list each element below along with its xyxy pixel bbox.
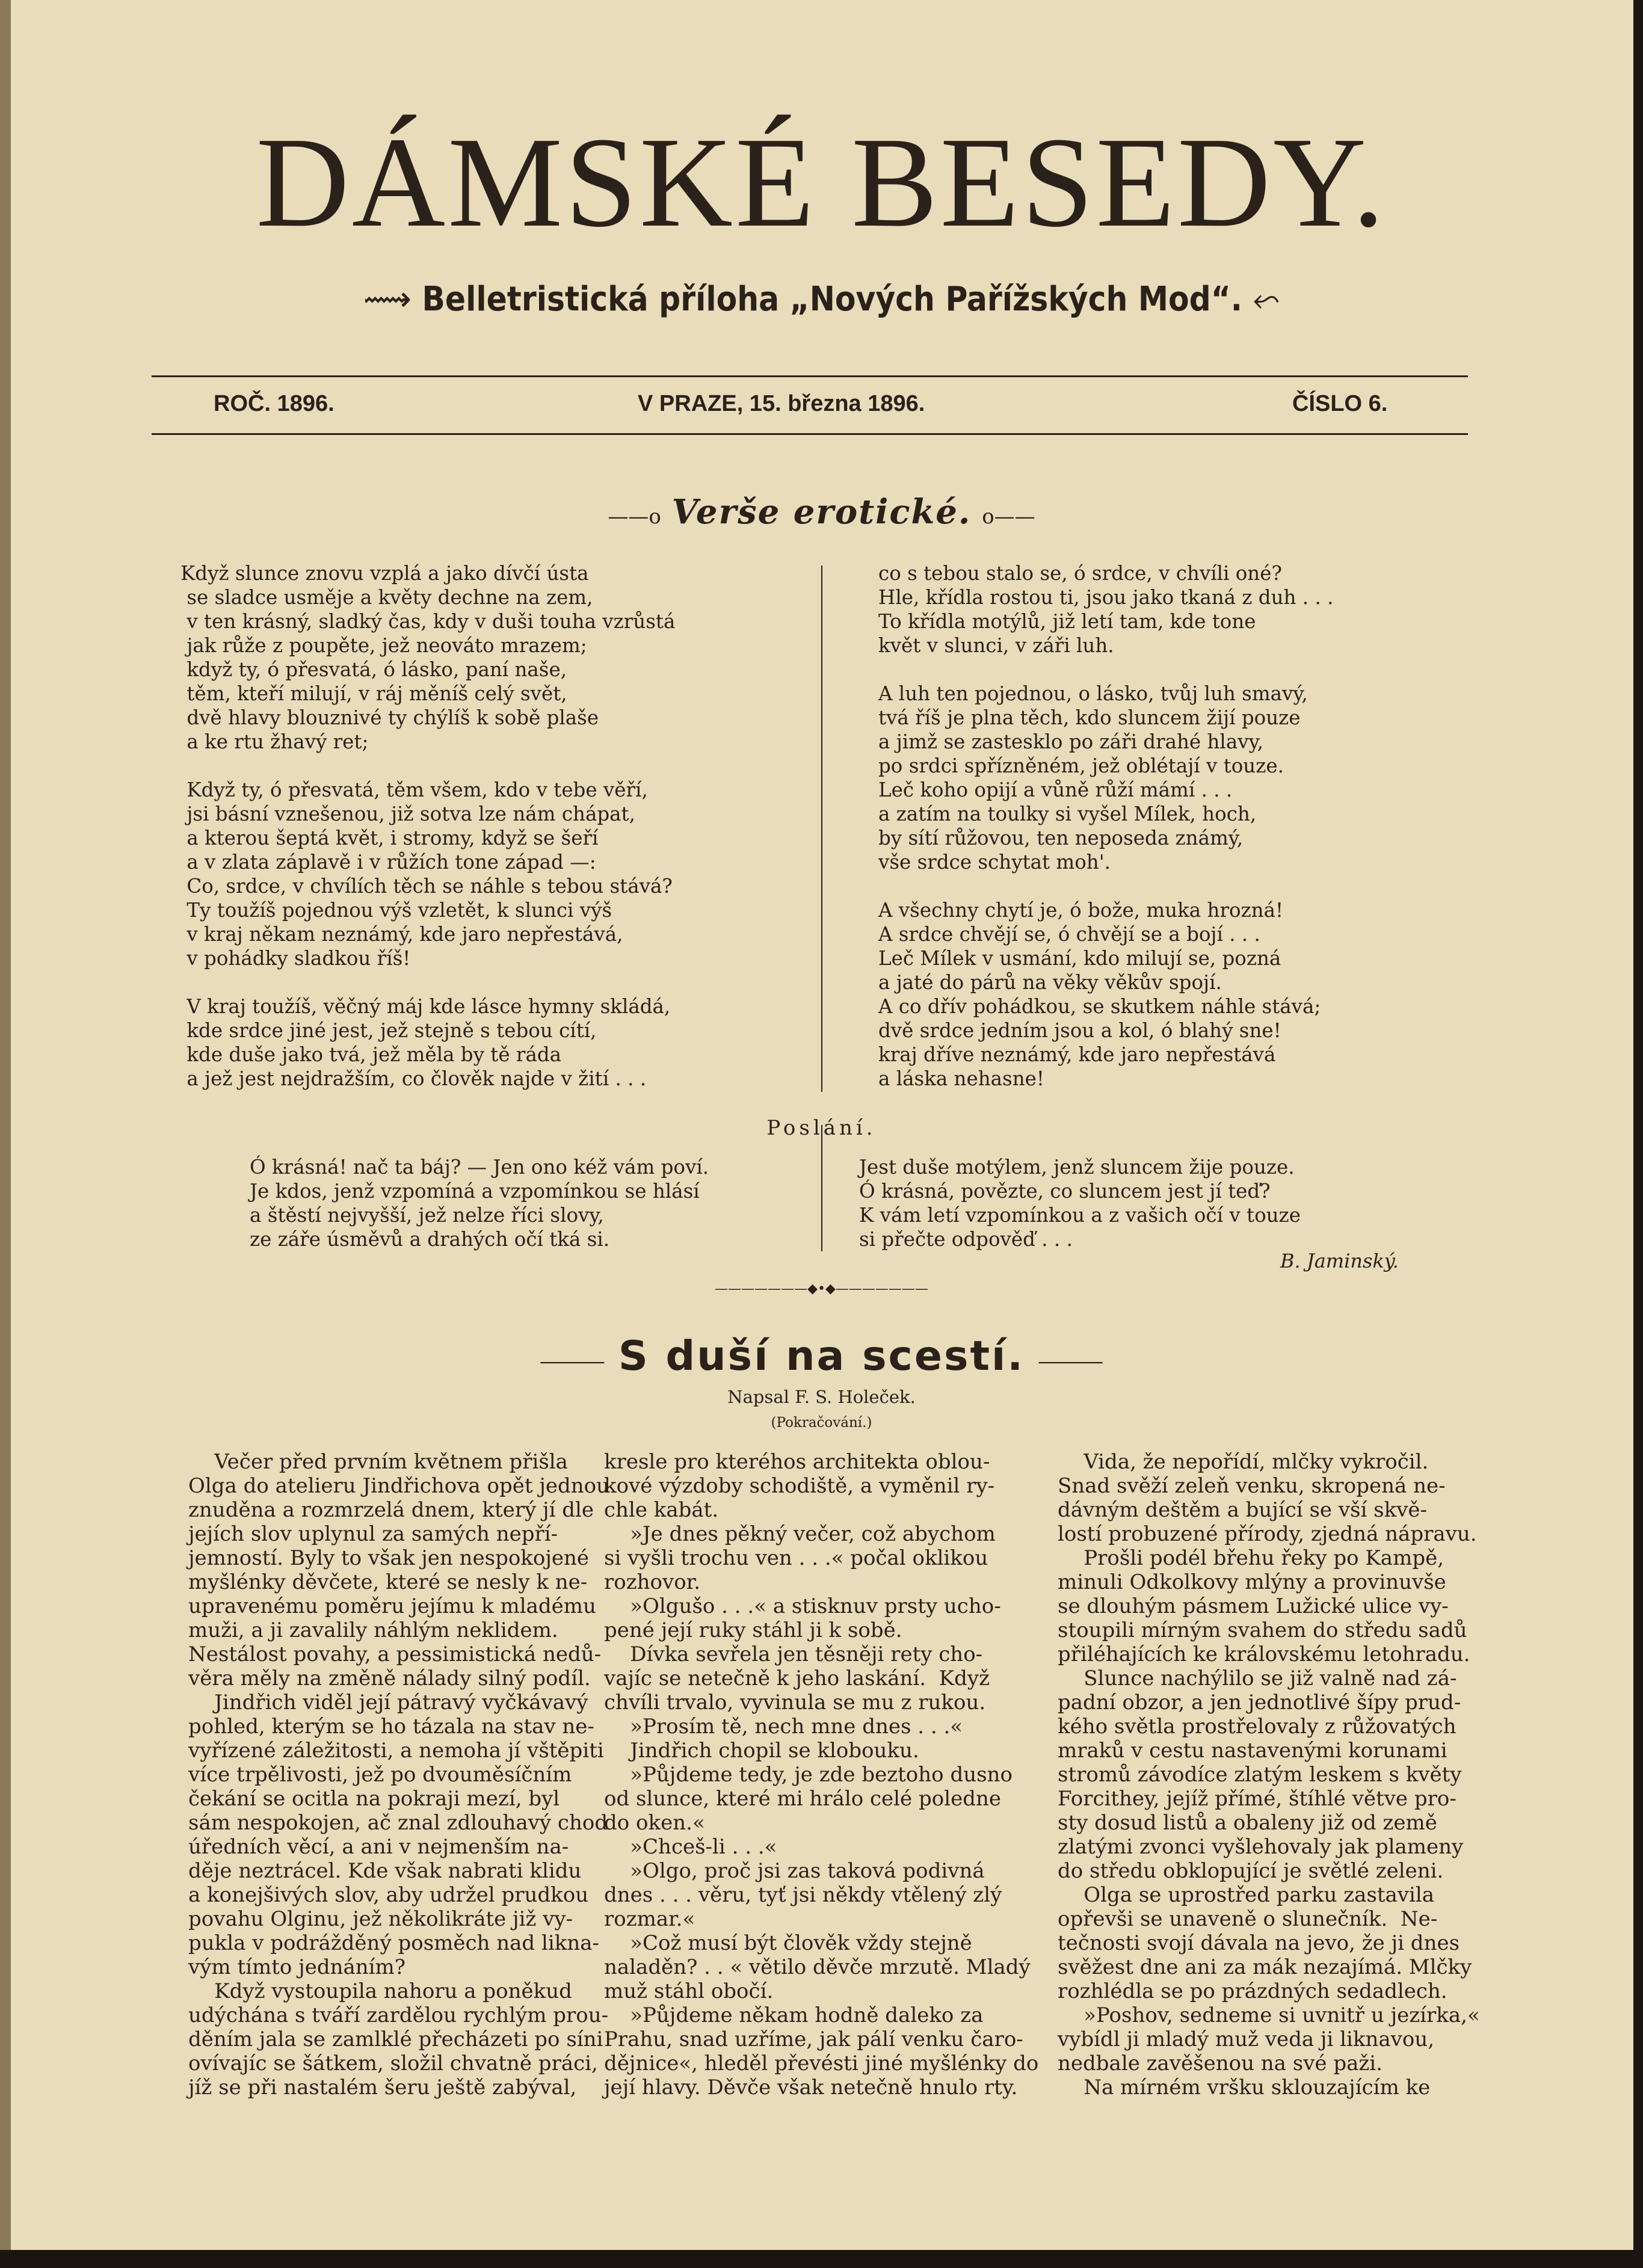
story-column-3: Vida, že nepořídí, mlčky vykročil. Snad svěží zeleň venku, skropená ne- dávným deštěm a bující se vší skvě- lostí probuzené přírody, zjedná nápravu. Prošli podél břehu řeky po Kampě, minuli Odkolkovy mlýny a provinuvše se dlouhým pásmem Lužické ulice vy- stoupili mírným svahem do středu sadů přiléhajících ke královskému letohradu. Slunce nachýlilo se již valně nad zá- padní obzor, a jen jednotlivé šípy prud- kého světla prostřelovaly z růžovatých mraků v cestu nastavenými korunami stromů závodíce zlatým leskem s květy Forcithey, jejíž přímé, štíhlé větve pro- sty dosud listů a obaleny již od země zlatými zvonci vyšlehovaly jak plameny do středu obklopující je světlé zeleni. Olga se uprostřed parku zastavila opřevši se unaveně o slunečník. Ne- tečnosti svojí dávala na jevo, že ji dnes svěžest dne ani za mák nezajímá. Mlčky rozhlédla se po prázdných sedadlech. »Poshov, sedneme si uvnitř u jezírka,« vybídl ji mladý muž veda ji liknavou, nedbale zavěšenou na své paži. Na mírném vršku sklouzajícím ke (1058, 1450, 1480, 2100)
story-column-1: Večer před prvním květnem přišla Olga do atelieru Jindřichova opět jednou znuděna a rozmrzelá dnem, který jí dle jejích slov uplynul za samých nepří- jemností. Byly to však jen nespokojené myšlénky děvčete, které se nesly k ne- upravenému poměru jejímu k mladému muži, a ji zavalily náhlým neklidem. Nestálost povahy, a pessimistická nedů- věra měly na změně nálady silný podíl. Jindřich viděl její pátravý vyčkávavý pohled, kterým se ho tázala na stav ne- vyřízené záležitosti, a nemoha jí vštěpiti více trpělivosti, jež po dvouměsíčním čekání se ocitla na pokraji mezí, byl sám nespokojen, ač znal zdlouhavý chod úředních věcí, a ani v nejmenším na- děje neztrácel. Kde však nabrati klidu a konejšivých slov, aby udržel prudkou povahu Olginu, jež několikráte již vy- pukla v podrážděný posměch nad likna- vým tímto jednáním? Když vystoupila nahoru a poněkud udýchána s tváří zardělou rychlým prou- děním jala se zamlklé přecházeti po síni ovívajíc se šátkem, složil chvatně práci, jíž se při nastalém šeru ještě zabýval, (188, 1450, 610, 2100)
poem-column-left: Když slunce znovu vzplá a jako dívčí ústa se sladce usměje a květy dechne na zem, v ten krásný, sladký čas, kdy v duši touha vzrůstá jak růže z poupěte, jež neováto mrazem; když ty, ó přesvatá, ó lásko, paní naše, těm, kteří milují, v ráj měníš celý svět, dvě hlavy blouznivé ty chýlíš k sobě plaše a ke rtu žhavý ret; Když ty, ó přesvatá, těm všem, kdo v tebe věří, jsi básní vznešenou, již sotva lze nám chápat, a kterou šeptá květ, i stromy, když se šeří a v zlata záplavě i v růžích tone západ —: Co, srdce, v chvílích těch se náhle s tebou stává? Ty toužíš pojednou výš vzletět, k slunci výš v kraj někam neznámý, kde jaro nepřestává, v pohádky sladkou říš! V kraj toužíš, věčný máj kde lásce hymny skládá, kde srdce jiné jest, jež stejně s tebou cítí, kde duše jako tvá, jež měla by tě ráda a jež jest nejdražším, co člověk najde v žití . . . (180, 562, 676, 1090)
section-divider: ———————◆•◆——————— (715, 1281, 928, 1296)
scan-edge-bottom (0, 2250, 1643, 2268)
story-continued-note: (Pokračování.) (771, 1415, 872, 1431)
story-title-ornament-right: ⸻ (1037, 1346, 1104, 1376)
poslani-column-left: Ó krásná! nač ta báj? — Jen ono kéž vám poví. Je kdos, jenž vzpomíná a vzpomínkou se hlásí a štěstí nejvyšší, jež nelze říci slovy, ze záře úsměvů a drahých očí tká si. (250, 1156, 709, 1251)
poem-title-ornament-right: o—— (982, 505, 1035, 529)
poem-title-line (0, 492, 1643, 532)
poslani-heading: Poslání. (766, 1116, 877, 1140)
ornament-arrow-right-icon: ⬿ (1253, 280, 1280, 319)
poslani-column-separator (821, 1125, 822, 1251)
masthead-subtitle (0, 280, 1643, 319)
story-column-2: kresle pro kteréhos architekta oblou- kové výzdoby schodiště, a vyměnil ry- chle kabát. »Je dnes pěkný večer, což abychom si vyšli trochu ven . . .« počal oklikou rozhovor. »Olgušo . . .« a stisknuv prsty ucho- pené její ruky stáhl ji k sobě. Dívka sevřela jen těsněji rety cho- vajíc se netečně k jeho laskání. Když chvíli trvalo, vyvinula se mu z rukou. »Prosím tě, nech mne dnes . . .« Jindřich chopil se klobouku. »Půjdeme tedy, je zde beztoho dusno od slunce, které mi hrálo celé poledne do oken.« »Chceš-li . . .« »Olgo, proč jsi zas taková podivná dnes . . . věru, tyť jsi někdy vtělený zlý rozmar.« »Což musí být člověk vždy stejně naladěn? . . « větilo děvče mrzutě. Mladý muž stáhl obočí. »Půjdeme někam hodně daleko za Prahu, snad uzříme, jak pálí venku čaro- dějnice«, hleděl převésti jiné myšlénky do její hlavy. Děvče však netečně hnulo rty. (604, 1450, 1039, 2100)
subtitle-text: Belletristická příloha „Nových Pařížských Mod“. (422, 280, 1242, 319)
poem-column-right: co s tebou stalo se, ó srdce, v chvíli oné? Hle, křídla rostou ti, jsou jako tkaná z duh . . . To křídla motýlů, již letí tam, kde tone květ v slunci, v záři luh. A luh ten pojednou, o lásko, tvůj luh smavý, tvá říš je plna těch, kdo sluncem žijí pouze a jimž se zastesklo po záři drahé hlavy, po srdci spřízněném, jež oblétají v touze. Leč koho opijí a vůně růží mámí . . . a zatím na toulky si vyšel Mílek, hoch, by sítí růžovou, ten neposeda známý, vše srdce schytat moh'. A všechny chytí je, ó bože, muka hrozná! A srdce chvějí se, ó chvějí se a bojí . . . Leč Mílek v usmání, kdo milují se, pozná a jaté do párů na věky věkův spojí. A co dřív pohádkou, se skutkem náhle stává; dvě srdce jedním jsou a kol, ó blahý sne! kraj dříve neznámý, kde jaro nepřestává a láska nehasne! (878, 562, 1334, 1090)
story-title-ornament-left: ⸻ (539, 1346, 606, 1376)
poem-author: B. Jaminský. (1280, 1250, 1399, 1272)
header-rule-bottom (152, 433, 1468, 435)
ornament-arrow-left-icon: ⟿ (363, 280, 412, 319)
story-title-line (0, 1333, 1643, 1380)
story-byline: Napsal F. S. Holeček. (727, 1387, 916, 1407)
poslani-column-right: Jest duše motýlem, jenž sluncem žije pouze. Ó krásná, povězte, co sluncem jest jí teď? K vám letí vzpomínkou a z vašich očí v touze si přečte odpověď . . . (859, 1156, 1301, 1251)
volume-label: ROČ. 1896. (214, 391, 334, 416)
header-rule-top (152, 375, 1468, 377)
poem-title: Verše erotické. (671, 492, 972, 532)
masthead-title: DÁMSKÉ BESEDY. (256, 110, 1387, 254)
story-title: S duší na scestí. (618, 1333, 1025, 1380)
issue-number: ČÍSLO 6. (1292, 391, 1388, 416)
place-date: V PRAZE, 15. března 1896. (638, 391, 925, 416)
poem-title-ornament-left: ——o (608, 505, 661, 529)
poem-column-separator (821, 565, 822, 1092)
